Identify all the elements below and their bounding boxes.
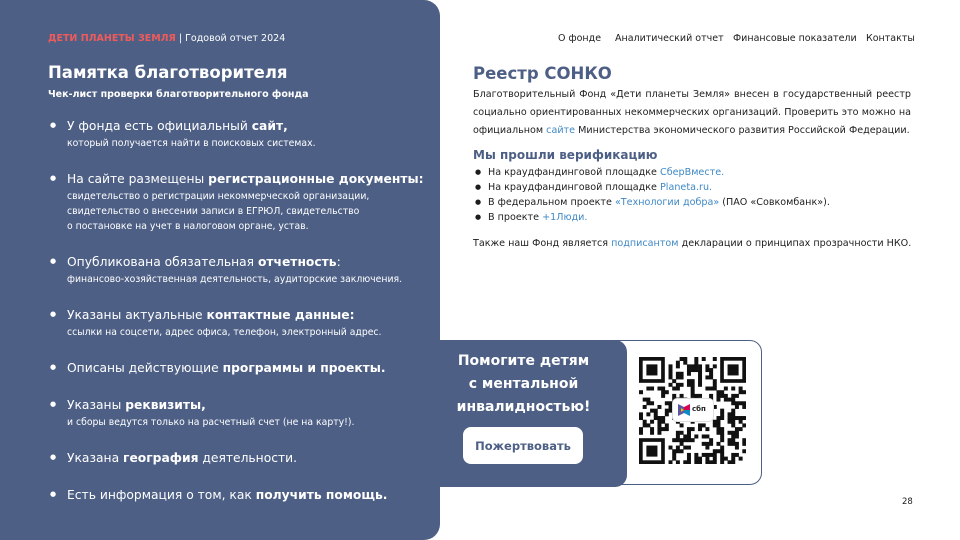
item-highlight: реквизиты,: [125, 398, 206, 412]
verification-item: [473, 165, 830, 180]
report-header: [48, 33, 285, 44]
registry-text: Министерства экономического развития Российской Федерации.: [575, 125, 910, 136]
item-highlight: регистрационные документы:: [208, 172, 424, 186]
verification-item: [473, 195, 830, 210]
checklist-item: [48, 360, 428, 377]
item-highlight: контактные данные:: [206, 308, 355, 322]
donate-appeal: [420, 350, 627, 419]
checklist-item: [48, 307, 428, 340]
transparency-note: [473, 238, 911, 249]
item-note: свидетельство о внесении записи в ЕГРЮЛ, свидетельство: [67, 206, 360, 217]
registry-title: Реестр СОНКО: [473, 64, 612, 83]
header-separator: |: [175, 33, 186, 44]
verification-list: [473, 165, 830, 225]
checklist-item: [48, 171, 428, 234]
registry-line: [473, 122, 911, 140]
sbervmeste-link[interactable]: СберВместе.: [660, 167, 725, 178]
item-text: Указана: [67, 451, 124, 465]
sbp-logo-icon: [677, 403, 691, 417]
checklist-subtitle: Чек-лист проверки благотворительного фонда: [48, 89, 309, 100]
item-note: свидетельство о регистрации некоммерческой организации,: [67, 191, 370, 202]
checklist-title: Памятка благотворителя: [48, 63, 288, 82]
planeta-link[interactable]: Planeta.ru.: [660, 182, 713, 193]
donate-button[interactable]: Пожертвовать: [463, 427, 583, 464]
signatory-link[interactable]: подписантом: [611, 238, 679, 249]
verification-title: Мы прошли верификацию: [473, 148, 658, 162]
checklist-item: [48, 254, 428, 287]
ministry-site-link[interactable]: сайте: [546, 125, 576, 136]
item-text: Есть информация о том, как: [67, 488, 256, 502]
checklist-item: [48, 118, 428, 151]
item-note: и сборы ведутся только на расчетный счет (не на карту!).: [67, 417, 355, 428]
page-number: 28: [902, 497, 913, 507]
donation-qr-code[interactable]: [639, 357, 746, 464]
item-highlight: программы и проекты.: [222, 361, 386, 375]
verification-text: На краудфандинговой площадке: [488, 182, 660, 193]
item-highlight: география: [123, 451, 199, 465]
verification-text: На краудфандинговой площадке: [488, 167, 660, 178]
checklist-item: [48, 450, 428, 467]
nav-contacts[interactable]: Контакты: [866, 33, 915, 44]
item-highlight: отчетность: [257, 255, 337, 269]
note-text: декларации о принципах прозрачности НКО.: [678, 238, 912, 249]
registry-line: Благотворительный Фонд «Дети планеты Земля» внесен в государственный реестр: [473, 89, 911, 100]
item-text: На сайте размещены: [67, 172, 209, 186]
nav-about[interactable]: О фонде: [558, 33, 602, 44]
verification-item: [473, 210, 830, 225]
item-text: Указаны актуальные: [67, 308, 207, 322]
registry-text: официальном: [473, 125, 547, 136]
note-text: Также наш Фонд является: [473, 238, 612, 249]
item-text: У фонда есть официальный: [67, 119, 252, 133]
org-name: ДЕТИ ПЛАНЕТЫ ЗЕМЛЯ: [48, 33, 176, 44]
item-text: деятельности.: [198, 451, 298, 465]
item-note: ссылки на соцсети, адрес офиса, телефон, электронный адрес.: [67, 327, 382, 338]
item-note: который получается найти в поисковых системах.: [67, 138, 316, 149]
item-highlight: получить помощь.: [255, 488, 388, 502]
item-text: Опубликована обязательная: [67, 255, 258, 269]
verification-item: [473, 180, 830, 195]
report-label: Годовой отчет 2024: [185, 33, 286, 44]
donate-panel: [420, 340, 627, 487]
checklist-item: [48, 487, 428, 504]
checklist-item: [48, 397, 428, 430]
item-text: :: [336, 255, 341, 269]
nav-financials[interactable]: Финансовые показатели: [733, 33, 857, 44]
nav-analytics-report[interactable]: Аналитический отчет: [615, 33, 724, 44]
item-text: Указаны: [67, 398, 126, 412]
verification-text: (ПАО «Совкомбанк»).: [719, 197, 830, 208]
registry-line: социально ориентированных некоммерческих организаций. Проверить это можно на: [473, 107, 911, 118]
sbp-badge: [673, 399, 713, 421]
plus1-link[interactable]: +1Люди.: [542, 212, 588, 223]
left-panel: [0, 0, 440, 540]
appeal-line: Помогите детям: [457, 353, 590, 369]
item-note: финансово-хозяйственная деятельность, аудиторские заключения.: [67, 274, 403, 285]
verification-text: В федеральном проекте: [488, 197, 615, 208]
item-text: Описаны действующие: [67, 361, 223, 375]
verification-text: В проекте: [488, 212, 543, 223]
item-note: о постановке на учет в налоговом органе, устав.: [67, 221, 309, 232]
checklist: [48, 118, 428, 524]
tech-dobra-link[interactable]: «Технологии добра»: [614, 197, 720, 208]
appeal-line: с ментальной: [468, 376, 579, 392]
donate-card: [420, 340, 762, 485]
sbp-label: сбп: [692, 405, 706, 413]
appeal-line: инвалидностью!: [456, 399, 591, 415]
item-highlight: сайт,: [251, 119, 288, 133]
registry-paragraph: [473, 86, 911, 140]
